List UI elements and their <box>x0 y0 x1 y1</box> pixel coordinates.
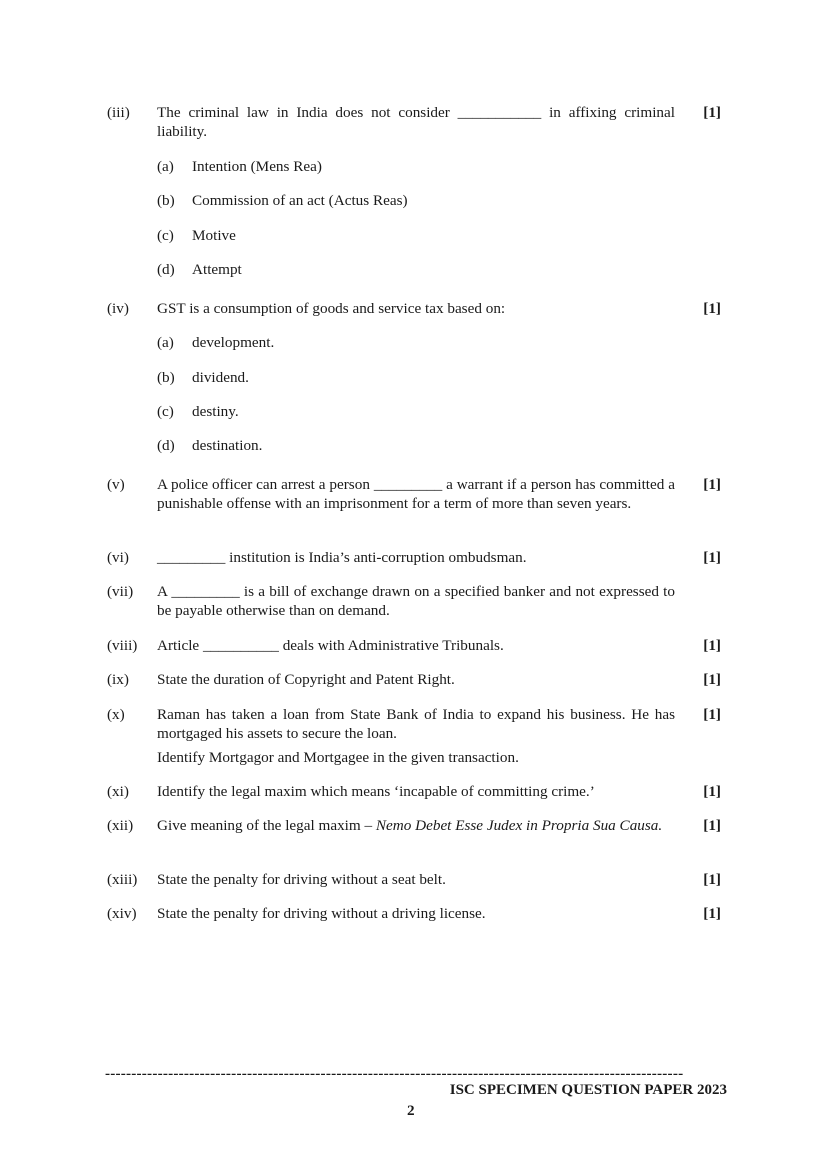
question-text: Article __________ deals with Administrative Tribunals. <box>157 637 504 654</box>
question-text: State the duration of Copyright and Patent Right. <box>157 671 455 688</box>
question-text-part2: Identify Mortgagor and Mortgagee in the given transaction. <box>157 749 519 766</box>
option-text: dividend. <box>192 369 249 386</box>
question-text: _________ institution is India’s anti-corruption ombudsman. <box>157 549 527 566</box>
question-number: (viii) <box>107 637 138 654</box>
option-text: development. <box>192 334 275 351</box>
question-text <box>157 816 675 835</box>
question-text: GST is a consumption of goods and service tax based on: <box>157 300 506 317</box>
question-text: State the penalty for driving without a seat belt. <box>157 871 446 888</box>
question-text: Identify the legal maxim which means ‘incapable of committing crime.’ <box>157 783 595 800</box>
page-number: 2 <box>407 1102 415 1119</box>
footer-title: ISC SPECIMEN QUESTION PAPER 2023 <box>449 1082 727 1098</box>
marks-label: [1] <box>703 104 721 121</box>
question-number: (vii) <box>107 583 134 600</box>
question-text: A police officer can arrest a person _________ a warrant if a person has committed a punishable offense with an imprisonment for a term of more than seven years. <box>157 476 675 512</box>
option-label: (c) <box>157 403 174 420</box>
question-text: State the penalty for driving without a driving license. <box>157 905 486 922</box>
option-text: Intention (Mens Rea) <box>192 158 322 175</box>
question-text-prefix: Give meaning of the legal maxim – <box>157 817 376 834</box>
marks-label: [1] <box>703 671 721 688</box>
question-number: (xi) <box>107 783 129 800</box>
marks-label: [1] <box>703 637 721 654</box>
question-number: (xiv) <box>107 905 137 922</box>
question-number: (iv) <box>107 300 129 317</box>
marks-label: [1] <box>703 905 721 922</box>
marks-label: [1] <box>703 476 721 493</box>
marks-label: [1] <box>703 817 721 834</box>
question-number: (v) <box>107 476 125 493</box>
option-text: Attempt <box>192 261 242 278</box>
question-number: (ix) <box>107 671 129 688</box>
legal-maxim: Nemo Debet Esse Judex in Propria Sua Causa. <box>375 817 663 834</box>
question-number: (vi) <box>107 549 129 566</box>
marks-label: [1] <box>703 300 721 317</box>
option-label: (d) <box>157 437 175 454</box>
option-text: destiny. <box>192 403 239 420</box>
question-text: The criminal law in India does not consider ___________ in affixing criminal liability. <box>157 104 675 140</box>
question-number: (xiii) <box>107 871 138 888</box>
question-text: A _________ is a bill of exchange drawn on a specified banker and not expressed to be payable otherwise than on demand. <box>157 583 675 619</box>
option-label: (c) <box>157 227 174 244</box>
option-text: destination. <box>192 437 263 454</box>
footer-separator: -------------------------------------------------------------------------------------------------------------- <box>105 1065 684 1082</box>
option-label: (d) <box>157 261 175 278</box>
marks-label: [1] <box>703 783 721 800</box>
marks-label: [1] <box>703 706 721 723</box>
question-number: (x) <box>107 706 125 723</box>
question-text <box>157 705 675 767</box>
marks-label: [1] <box>703 871 721 888</box>
option-label: (b) <box>157 369 175 386</box>
option-text: Commission of an act (Actus Reas) <box>192 192 408 209</box>
question-text-part1: Raman has taken a loan from State Bank of India to expand his business. He has mortgaged his assets to secure the loan. <box>157 706 675 742</box>
question-number: (xii) <box>107 817 134 834</box>
option-label: (b) <box>157 192 175 209</box>
marks-label: [1] <box>703 549 721 566</box>
option-label: (a) <box>157 334 174 351</box>
question-number: (iii) <box>107 104 130 121</box>
option-text: Motive <box>192 227 236 244</box>
option-label: (a) <box>157 158 174 175</box>
